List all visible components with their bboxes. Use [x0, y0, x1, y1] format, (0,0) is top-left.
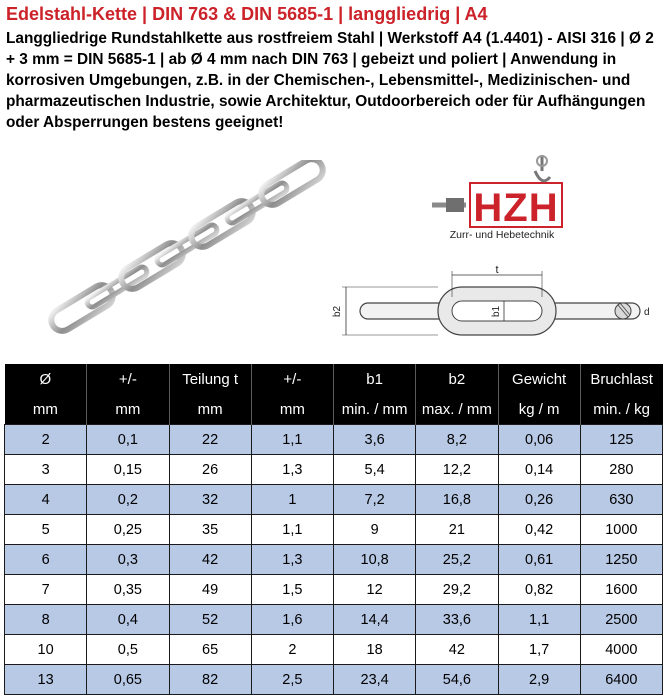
table-cell: 3,6 [334, 425, 416, 455]
table-cell: 52 [169, 605, 251, 635]
table-cell: 26 [169, 455, 251, 485]
table-row [5, 665, 663, 695]
label-b2: b2 [332, 305, 343, 317]
table-cell: 8 [5, 605, 87, 635]
table-cell: 7,2 [334, 485, 416, 515]
table-cell: 13 [5, 665, 87, 695]
table-cell: 16,8 [416, 485, 498, 515]
table-cell: 9 [334, 515, 416, 545]
product-description: Langgliedrige Rundstahlkette aus rostfreiem Stahl | Werkstoff A4 (1.4401) - AISI 316 | Ø 2 + 3 mm = DIN 5685-1 | ab Ø 4 mm nach DIN 763 | gebeizt und poliert | Anwendung in korrosiven Umgebungen, z.B. in der Chemischen-, Lebensmittel-, Medizinischen- und pharmazeutischen Industrie, sowie Architektur, Outdoorbereich oder für Aufhängungen oder Absperrungen bestens geeignet! [6, 30, 654, 131]
chain-link [257, 160, 327, 209]
table-cell: 0,14 [498, 455, 580, 485]
table-cell: 630 [580, 485, 662, 515]
label-t: t [495, 265, 499, 276]
table-cell: 23,4 [334, 665, 416, 695]
table-cell: 12,2 [416, 455, 498, 485]
col-pitch-tolerance-unit: mm [251, 394, 333, 425]
table-cell: 1,3 [251, 545, 333, 575]
table-cell: 0,06 [498, 425, 580, 455]
table-row [5, 635, 663, 665]
table-cell: 0,25 [87, 515, 169, 545]
table-cell: 10 [5, 635, 87, 665]
table-cell: 0,3 [87, 545, 169, 575]
table-cell: 22 [169, 425, 251, 455]
table-cell: 0,61 [498, 545, 580, 575]
table-cell: 0,35 [87, 575, 169, 605]
table-cell: 0,82 [498, 575, 580, 605]
table-cell: 10,8 [334, 545, 416, 575]
col-diameter-header: Ø [5, 364, 87, 394]
label-b1: b1 [491, 305, 502, 317]
table-cell: 4000 [580, 635, 662, 665]
table-cell: 35 [169, 515, 251, 545]
col-diameter-tolerance-header: +/- [87, 364, 169, 394]
col-b2-header: b2 [416, 364, 498, 394]
col-pitch-unit: mm [169, 394, 251, 425]
col-weight-header: Gewicht [498, 364, 580, 394]
col-b2-unit: max. / mm [416, 394, 498, 425]
table-cell: 25,2 [416, 545, 498, 575]
col-breaking-load-header: Bruchlast [580, 364, 662, 394]
table-cell: 1,3 [251, 455, 333, 485]
table-cell: 0,26 [498, 485, 580, 515]
spec-table-header [5, 364, 663, 425]
table-cell: 1,1 [498, 605, 580, 635]
col-b1-header: b1 [334, 364, 416, 394]
spec-table [4, 364, 663, 695]
col-b1-unit: min. / mm [334, 394, 416, 425]
table-cell: 42 [169, 545, 251, 575]
col-breaking-load-unit: min. / kg [580, 394, 662, 425]
table-cell: 0,15 [87, 455, 169, 485]
logo-tagline: Zurr- und Hebetechnik [449, 229, 555, 241]
chain-link-dimension-diagram [326, 265, 662, 360]
table-cell: 7 [5, 575, 87, 605]
table-cell: 2 [251, 635, 333, 665]
table-cell: 5,4 [334, 455, 416, 485]
table-cell: 1,7 [498, 635, 580, 665]
table-cell: 2,9 [498, 665, 580, 695]
table-cell: 2,5 [251, 665, 333, 695]
table-cell: 49 [169, 575, 251, 605]
page-title: Edelstahl-Kette | DIN 763 & DIN 5685-1 | langgliedrig | A4 [6, 4, 488, 24]
hzh-logo-mark [432, 153, 572, 231]
table-cell: 1250 [580, 545, 662, 575]
table-cell: 0,42 [498, 515, 580, 545]
col-diameter-unit: mm [5, 394, 87, 425]
header-row-units [5, 394, 663, 425]
table-cell: 3 [5, 455, 87, 485]
table-cell: 0,5 [87, 635, 169, 665]
table-row [5, 455, 663, 485]
table-cell: 14,4 [334, 605, 416, 635]
table-cell: 280 [580, 455, 662, 485]
col-pitch-tolerance-header: +/- [251, 364, 333, 394]
table-cell: 33,6 [416, 605, 498, 635]
table-cell: 21 [416, 515, 498, 545]
table-cell: 125 [580, 425, 662, 455]
table-cell: 1,1 [251, 515, 333, 545]
label-d: d [644, 307, 650, 318]
table-cell: 8,2 [416, 425, 498, 455]
table-cell: 0,65 [87, 665, 169, 695]
table-row [5, 515, 663, 545]
col-pitch-header: Teilung t [169, 364, 251, 394]
table-cell: 0,2 [87, 485, 169, 515]
table-cell: 5 [5, 515, 87, 545]
table-cell: 18 [334, 635, 416, 665]
table-cell: 54,6 [416, 665, 498, 695]
table-cell: 2 [5, 425, 87, 455]
col-weight-unit: kg / m [498, 394, 580, 425]
table-cell: 42 [416, 635, 498, 665]
table-cell: 1,6 [251, 605, 333, 635]
hzh-logo [432, 153, 572, 250]
table-cell: 1000 [580, 515, 662, 545]
table-cell: 4 [5, 485, 87, 515]
table-row [5, 485, 663, 515]
table-cell: 0,1 [87, 425, 169, 455]
table-row [5, 605, 663, 635]
table-cell: 32 [169, 485, 251, 515]
table-cell: 29,2 [416, 575, 498, 605]
table-cell: 1,5 [251, 575, 333, 605]
table-cell: 1 [251, 485, 333, 515]
table-cell: 1,1 [251, 425, 333, 455]
table-cell: 0,4 [87, 605, 169, 635]
logo-text: HZH [473, 186, 559, 230]
chain-product-image [40, 160, 330, 350]
table-cell: 6 [5, 545, 87, 575]
col-diameter-tolerance-unit: mm [87, 394, 169, 425]
table-cell: 1600 [580, 575, 662, 605]
table-cell: 2500 [580, 605, 662, 635]
table-row [5, 545, 663, 575]
header-row-labels [5, 364, 663, 394]
table-cell: 6400 [580, 665, 662, 695]
table-row [5, 425, 663, 455]
table-cell: 12 [334, 575, 416, 605]
table-cell: 65 [169, 635, 251, 665]
spec-table-body [5, 425, 663, 695]
table-cell: 82 [169, 665, 251, 695]
table-row [5, 575, 663, 605]
